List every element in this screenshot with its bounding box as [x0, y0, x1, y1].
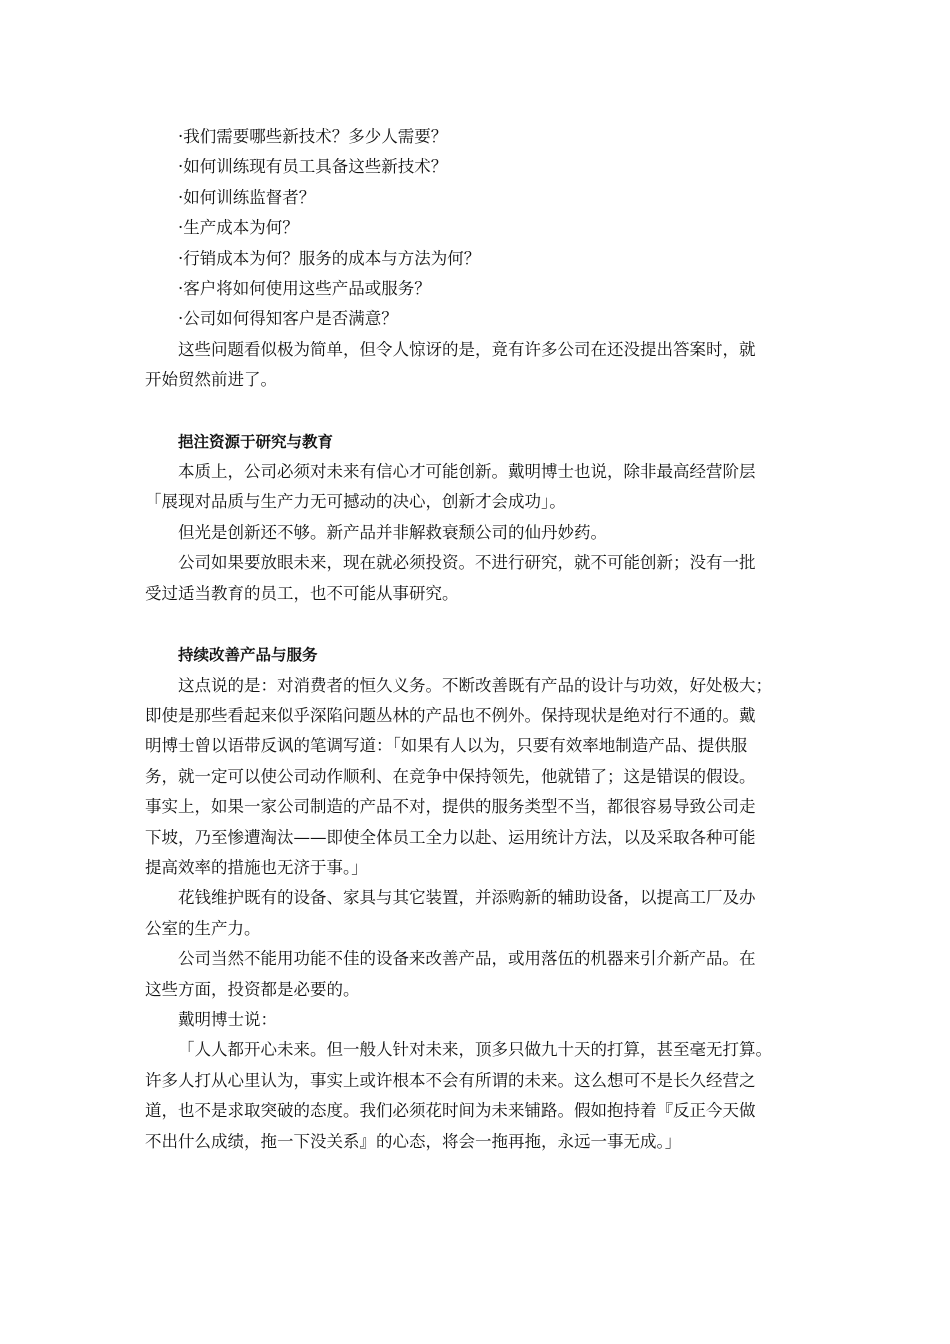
paragraph-line: 不出什么成绩，拖一下没关系』的心态，将会一拖再拖，永远一事无成。」	[145, 1131, 682, 1151]
document-page	[145, 122, 815, 1157]
paragraph-line: 即使是那些看起来似乎深陷问题丛林的产品也不例外。保持现状是绝对行不通的。戴	[145, 705, 756, 725]
paragraph-line: 戴明博士说：	[178, 1009, 277, 1029]
paragraph-line: 花钱维护既有的设备、家具与其它装置，并添购新的辅助设备，以提高工厂及办	[178, 888, 756, 908]
paragraph	[145, 548, 815, 609]
bullet-item: ·公司如何得知客户是否满意？	[178, 309, 398, 329]
paragraph-line: 道，也不是求取突破的态度。我们必须花时间为未来铺路。假如抱持着『反正今天做	[145, 1101, 756, 1121]
paragraph-line: 受过适当教育的员工，也不可能从事研究。	[145, 583, 459, 603]
paragraph	[145, 671, 815, 884]
paragraph-line: 这些方面，投资都是必要的。	[145, 979, 360, 999]
bullet-item: ·如何训练现有员工具备这些新技术？	[178, 157, 448, 177]
paragraph	[145, 883, 815, 944]
bullet-list	[145, 122, 815, 335]
paragraph-line: 这些问题看似极为简单，但令人惊讶的是，竟有许多公司在还没提出答案时，就	[178, 339, 756, 359]
paragraph	[145, 457, 815, 518]
paragraph-line: 这点说的是：对消费者的恒久义务。不断改善既有产品的设计与功效，好处极大；	[178, 675, 772, 695]
section-gap	[145, 396, 815, 427]
bullet-item: ·行销成本为何？服务的成本与方法为何？	[178, 248, 481, 268]
section-continuous-improvement	[145, 640, 815, 1157]
quote-paragraph	[145, 1035, 815, 1157]
paragraph-line: 下坡，乃至惨遭淘汰——即使全体员工全力以赴、运用统计方法，以及采取各种可能	[145, 827, 756, 847]
paragraph-line: 但光是创新还不够。新产品并非解救衰颓公司的仙丹妙药。	[178, 522, 607, 542]
paragraph-line: 「人人都开心未来。但一般人针对未来，顶多只做九十天的打算，甚至毫无打算。	[178, 1040, 772, 1060]
section-gap	[145, 609, 815, 640]
bullet-item: ·生产成本为何？	[178, 218, 299, 238]
paragraph-line: 公司当然不能用功能不佳的设备来改善产品，或用落伍的机器来引介新产品。在	[178, 949, 756, 969]
paragraph-line: 明博士曾以语带反讽的笔调写道：「如果有人以为，只要有效率地制造产品、提供服	[145, 736, 748, 756]
paragraph-line: 公室的生产力。	[145, 918, 261, 938]
paragraph-line: 公司如果要放眼未来，现在就必须投资。不进行研究，就不可能创新；没有一批	[178, 553, 756, 573]
paragraph-line: 事实上，如果一家公司制造的产品不对，提供的服务类型不当，都很容易导致公司走	[145, 797, 756, 817]
bullet-item: ·客户将如何使用这些产品或服务？	[178, 279, 431, 299]
paragraph	[145, 1005, 815, 1035]
paragraph	[145, 944, 815, 1005]
paragraph-line: 开始贸然前进了。	[145, 370, 277, 390]
paragraph-line: 本质上，公司必须对未来有信心才可能创新。戴明博士也说，除非最高经营阶层	[178, 462, 756, 482]
intro-paragraph	[145, 335, 815, 396]
paragraph-line: 「展现对品质与生产力无可撼动的决心，创新才会成功」。	[145, 492, 566, 512]
paragraph-line: 提高效率的措施也无济于事。」	[145, 857, 368, 877]
section-heading: 持续改善产品与服务	[178, 646, 318, 665]
paragraph-line: 许多人打从心里认为，事实上或许根本不会有所谓的未来。这么想可不是长久经营之	[145, 1070, 756, 1090]
paragraph	[145, 518, 815, 548]
bullet-item: ·如何训练监督者？	[178, 187, 316, 207]
paragraph-line: 务，就一定可以使公司动作顺利、在竞争中保持领先，他就错了；这是错误的假设。	[145, 766, 756, 786]
bullet-item: ·我们需要哪些新技术？多少人需要？	[178, 127, 448, 146]
section-heading: 挹注资源于研究与教育	[178, 432, 334, 451]
section-research-education	[145, 427, 815, 609]
